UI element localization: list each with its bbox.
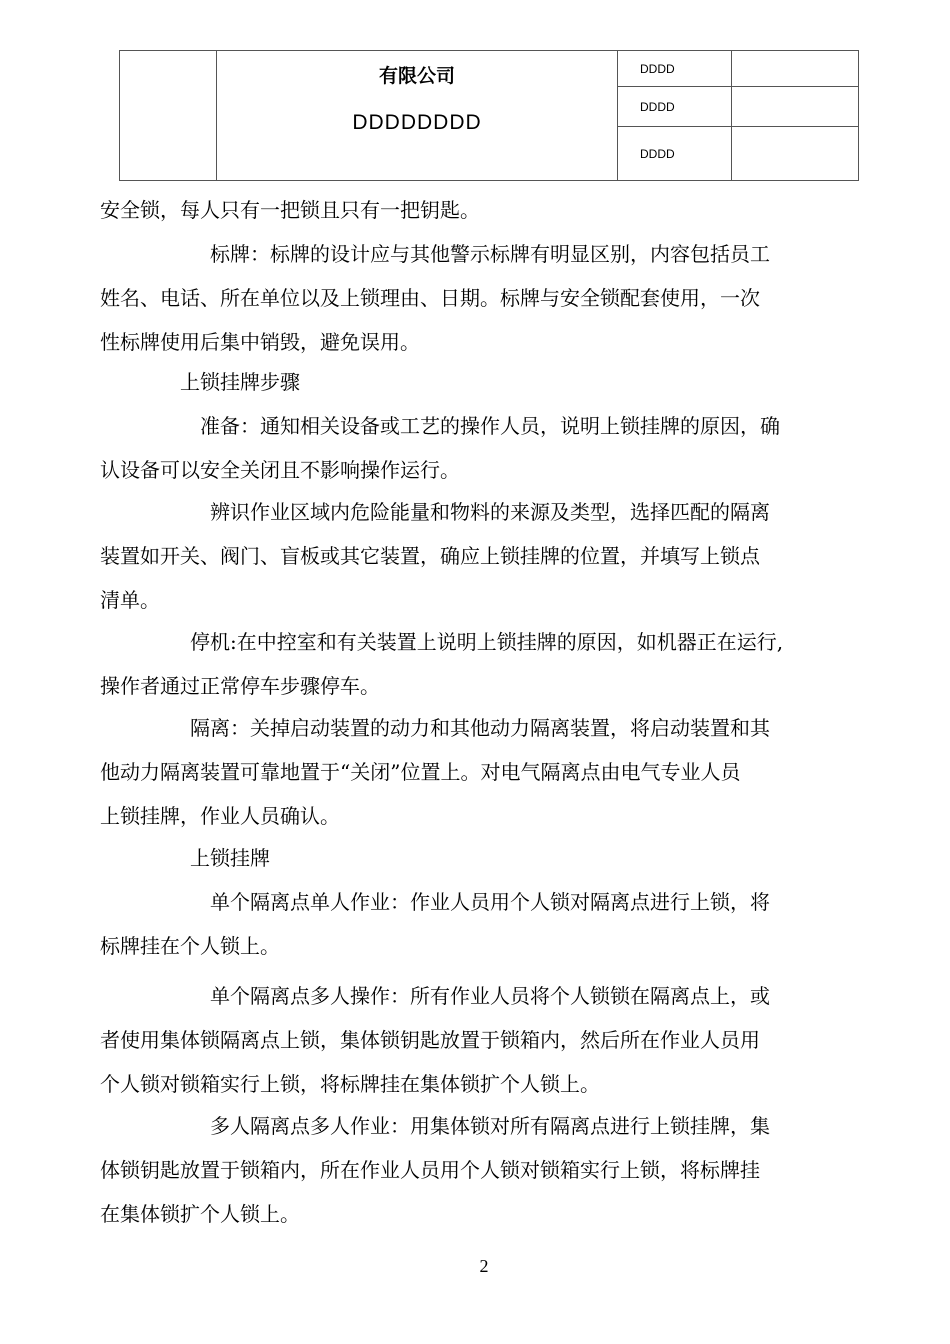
paragraph-single-point-single-person	[100, 880, 860, 968]
text-line: 操作者通过正常停车步骤停车。	[100, 674, 380, 698]
text-line: 停机:在中控室和有关装置上说明上锁挂牌的原因，如机器正在运行,	[190, 630, 784, 654]
paragraph-tag	[100, 232, 860, 364]
paragraph-identify	[100, 490, 860, 622]
text-line: 个人锁对锁箱实行上锁，将标牌挂在集体锁扩个人锁上。	[100, 1072, 600, 1096]
text-line: 多人隔离点多人作业：用集体锁对所有隔离点进行上锁挂牌，集	[210, 1114, 770, 1138]
logo-cell	[120, 51, 217, 181]
title-cell	[217, 51, 618, 181]
paragraph-single-point-multi-person	[100, 974, 860, 1106]
header-value-1	[732, 51, 859, 87]
text-line: 标牌挂在个人锁上。	[100, 934, 280, 958]
text-line: 上锁挂牌步骤	[180, 370, 300, 394]
header-label-1: DDDD	[618, 51, 732, 87]
text-line: 单个隔离点多人操作：所有作业人员将个人锁锁在隔离点上，或	[210, 984, 770, 1008]
text-line: 准备：通知相关设备或工艺的操作人员，说明上锁挂牌的原因，确	[200, 414, 780, 438]
text-line: 者使用集体锁隔离点上锁，集体锁钥匙放置于锁箱内，然后所在作业人员用	[100, 1028, 760, 1052]
text-line: 体锁钥匙放置于锁箱内，所在作业人员用个人锁对锁箱实行上锁，将标牌挂	[100, 1158, 760, 1182]
paragraph-isolate	[100, 706, 860, 838]
text-line: 隔离：关掉启动装置的动力和其他动力隔离装置，将启动装置和其	[190, 716, 770, 740]
paragraph-prepare	[100, 404, 860, 492]
document-header-table	[119, 50, 859, 181]
document-title: DDDDDDDD	[352, 111, 482, 134]
text-line: 标牌：标牌的设计应与其他警示标牌有明显区别，内容包括员工	[210, 242, 770, 266]
text-line: 单个隔离点单人作业：作业人员用个人锁对隔离点进行上锁，将	[210, 890, 770, 914]
company-name: 有限公司	[378, 66, 455, 87]
text-line: 上锁挂牌	[190, 846, 270, 870]
text-line: 他动力隔离装置可靠地置于“关闭”位置上。对电气隔离点由电气专业人员	[100, 760, 741, 784]
text-line: 装置如开关、阀门、盲板或其它装置，确应上锁挂牌的位置，并填写上锁点	[100, 544, 760, 568]
header-label-3: DDDD	[618, 127, 732, 181]
header-label-2: DDDD	[618, 87, 732, 127]
text-line: 辨识作业区域内危险能量和物料的来源及类型，选择匹配的隔离	[210, 500, 770, 524]
header-value-3	[732, 127, 859, 181]
paragraph-shutdown	[100, 620, 860, 708]
heading-lock-tag	[100, 836, 860, 880]
heading-lockout-steps	[100, 360, 860, 404]
text-line: 姓名、电话、所在单位以及上锁理由、日期。标牌与安全锁配套使用，一次	[100, 286, 760, 310]
page-number: 2	[479, 1256, 489, 1276]
paragraph-lock	[100, 188, 860, 232]
header-value-2	[732, 87, 859, 127]
text-line: 清单。	[100, 588, 160, 612]
text-line: 上锁挂牌，作业人员确认。	[100, 804, 340, 828]
text-line: 认设备可以安全关闭且不影响操作运行。	[100, 458, 460, 482]
text-line: 性标牌使用后集中销毁，避免误用。	[100, 330, 420, 354]
paragraph-multi-point-multi-person	[100, 1104, 860, 1236]
text-line: 在集体锁扩个人锁上。	[100, 1202, 300, 1226]
text-line: 安全锁，每人只有一把锁且只有一把钥匙。	[100, 198, 480, 222]
